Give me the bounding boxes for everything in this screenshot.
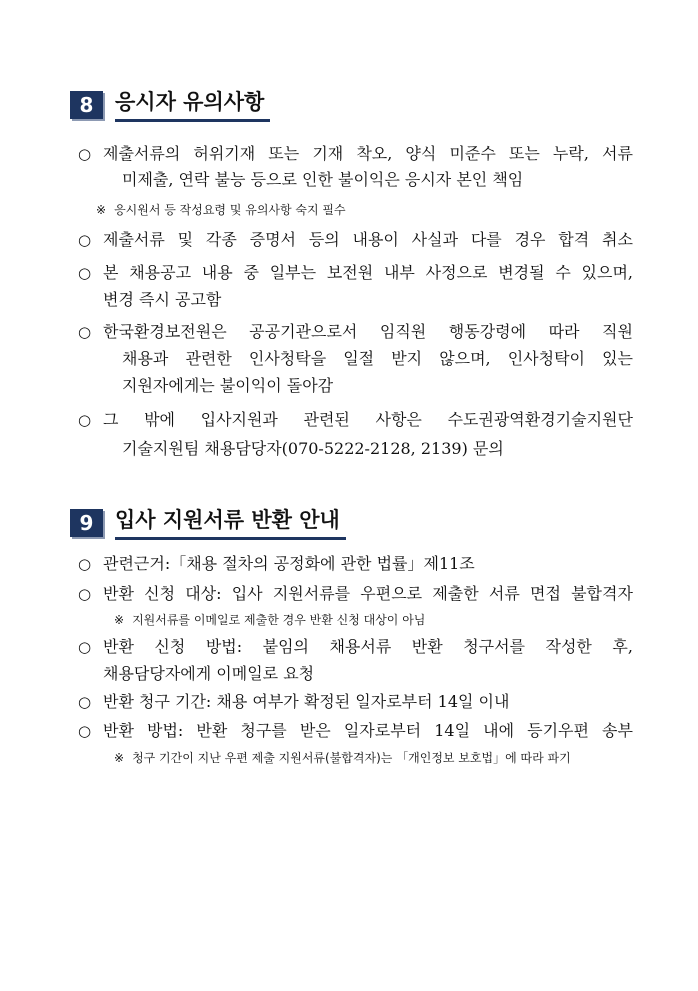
item-line: 지원자에게는 불이익이 돌아감 (122, 376, 334, 395)
item-line: 본 채용공고 내용 중 일부는 보전원 내부 사정으로 변경될 수 있으며, (103, 263, 633, 282)
bullet-icon: ○ (78, 323, 92, 341)
item-line: 반환 신청 대상: 입사 지원서류를 우편으로 제출한 서류 면접 불합격자 (103, 584, 633, 603)
section-8-header (70, 88, 270, 122)
note-mark-icon: ※ (96, 203, 107, 217)
bullet-icon: ○ (78, 264, 92, 282)
item-line: 그 밖에 입사지원과 관련된 사항은 수도권광역환경기술지원단 (103, 410, 633, 429)
item-line: 미제출, 연락 불능 등으로 인한 불이익은 응시자 본인 책임 (122, 170, 524, 189)
bullet-icon: ○ (78, 638, 92, 656)
item-line: 한국환경보전원은 공공기관으로서 임직원 행동강령에 따라 직원 (103, 322, 633, 341)
section-number-badge: 9 (70, 509, 103, 537)
note-mark-icon: ※ (114, 613, 125, 627)
bullet-icon: ○ (78, 231, 92, 249)
item-line: 변경 즉시 공고함 (103, 290, 222, 309)
note-text: 응시원서 등 작성요령 및 유의사항 숙지 필수 (114, 203, 346, 217)
note-text: 지원서류를 이메일로 제출한 경우 반환 신청 대상이 아님 (132, 613, 426, 627)
item-line: 제출서류의 허위기재 또는 기재 착오, 양식 미준수 또는 누락, 서류 (103, 144, 633, 163)
item-line: 반환 신청 방법: 붙임의 채용서류 반환 청구서를 작성한 후, (103, 637, 633, 656)
bullet-icon: ○ (78, 722, 92, 740)
bullet-icon: ○ (78, 411, 92, 429)
bullet-icon: ○ (78, 585, 92, 603)
note-line (114, 750, 571, 766)
note-line (96, 202, 346, 218)
item-line: 관련근거:「채용 절차의 공정화에 관한 법률」제11조 (103, 554, 475, 573)
item-line: 제출서류 및 각종 증명서 등의 내용이 사실과 다를 경우 합격 취소 (103, 230, 633, 249)
item-line: 채용과 관련한 인사청탁을 일절 받지 않으며, 인사청탁이 있는 (122, 349, 633, 368)
section-title: 응시자 유의사항 (115, 88, 270, 122)
section-9-header (70, 506, 346, 540)
item-line: 채용담당자에게 이메일로 요청 (103, 664, 315, 683)
item-line: 반환 청구 기간: 채용 여부가 확정된 일자로부터 14일 이내 (103, 692, 510, 711)
note-line (114, 612, 425, 628)
section-title: 입사 지원서류 반환 안내 (115, 506, 346, 540)
bullet-icon: ○ (78, 145, 92, 163)
section-number-badge: 8 (70, 91, 103, 119)
note-text: 청구 기간이 지난 우편 제출 지원서류(불합격자)는 「개인정보 보호법」에 따라 파기 (132, 751, 571, 765)
bullet-icon: ○ (78, 693, 92, 711)
item-line: 반환 방법: 반환 청구를 받은 일자로부터 14일 내에 등기우편 송부 (103, 721, 633, 740)
bullet-icon: ○ (78, 555, 92, 573)
note-mark-icon: ※ (114, 751, 125, 765)
item-line: 기술지원팀 채용담당자(070-5222-2128, 2139) 문의 (122, 439, 504, 458)
